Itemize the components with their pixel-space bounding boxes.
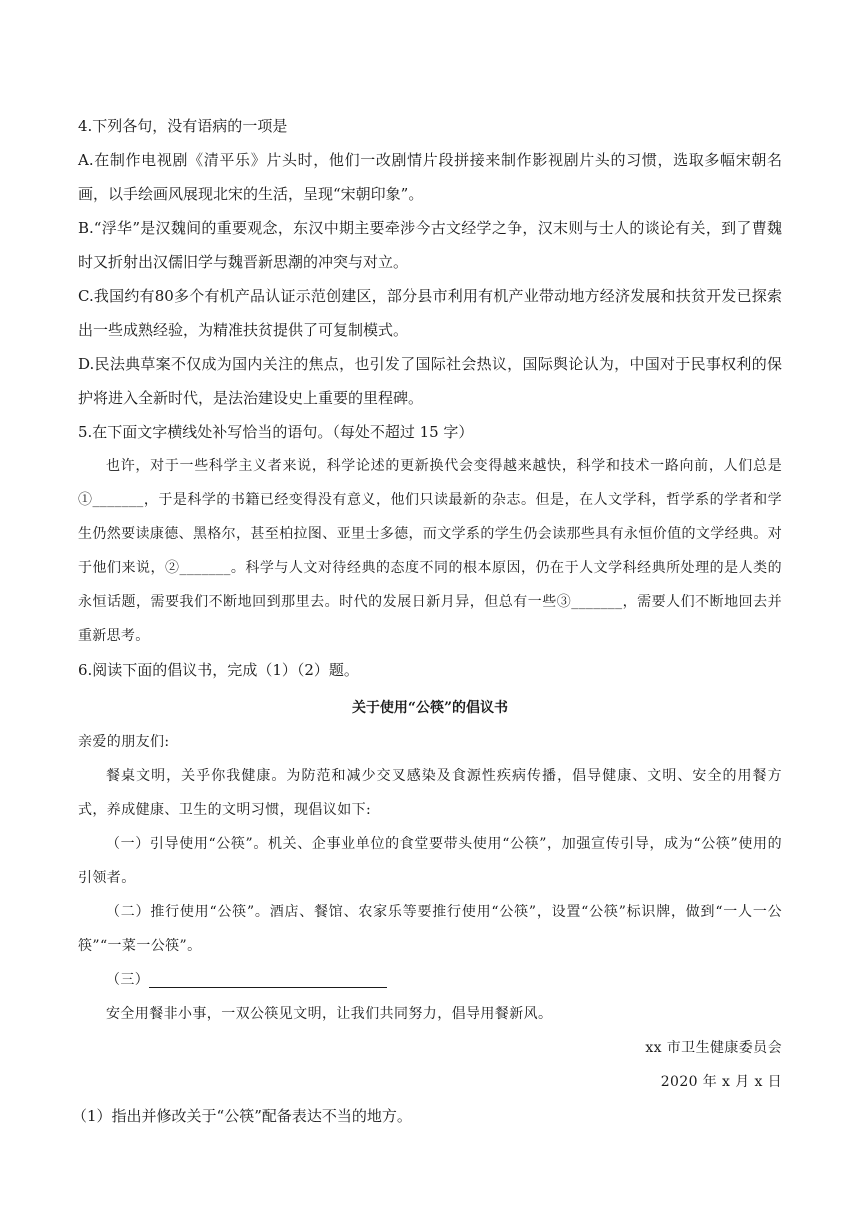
question-4-stem: 4.下列各句，没有语病的一项是 bbox=[78, 117, 288, 135]
sub-question-1: （1）指出并修改关于“公筷”配备表达不当的地方。 bbox=[72, 1107, 412, 1125]
proposal-signature: xx 市卫生健康委员会 bbox=[645, 1040, 782, 1056]
question-6-stem: 6.阅读下面的倡议书，完成（1）（2）题。 bbox=[78, 661, 359, 679]
question-5-passage: 也许，对于一些科学主义者来说，科学论述的更新换代会变得越来越快，科学和技术一路向前，人们总是①_______，于是科学的书籍已经变得没有意义，他们只读最新的杂志。但是，在人文学科，哲学系的学者和学生仍然要读康德、黑格尔，甚至柏拉图、亚里士多德，而文学系的学生仍会读那些具有永恒价值的文学经典。对于他们来说，②_______。科学与人文对待经典的态度不同的根本原因，仍在于人文学科经典所处理的是人类的永恒话题，需要我们不断地回到那里去。时代的发展日新月异，但总有一些③_______，需要人们不断地回去并重新思考。 bbox=[78, 458, 782, 644]
proposal-date: 2020 年 x 月 x 日 bbox=[660, 1074, 782, 1090]
proposal-title: 关于使用“公筷”的倡议书 bbox=[351, 700, 509, 716]
question-5-stem: 5.在下面文字横线处补写恰当的语句。（每处不超过 15 字） bbox=[78, 423, 474, 441]
proposal-greeting: 亲爱的朋友们: bbox=[78, 734, 170, 750]
proposal-intro: 餐桌文明，关乎你我健康。为防范和减少交叉感染及食源性疾病传播，倡导健康、文明、安全的用餐方式，养成健康、卫生的文明习惯，现倡议如下: bbox=[78, 768, 782, 818]
proposal-item-3-label: （三） bbox=[106, 972, 150, 988]
proposal-item-3 bbox=[78, 963, 782, 997]
proposal-item-2: （二）推行使用“公筷”。酒店、餐馆、农家乐等要推行使用“公筷”，设置“公筷”标识牌，做到“一人一公筷”“一菜一公筷”。 bbox=[78, 904, 782, 954]
proposal-item-1: （一）引导使用“公筷”。机关、企事业单位的食堂要带头使用“公筷”，加强宣传引导，成为“公筷”使用的引领者。 bbox=[78, 836, 782, 886]
question-4-option-a: A.在制作电视剧《清平乐》片头时，他们一改剧情片段拼接来制作影视剧片头的习惯，选取多幅宋朝名画，以手绘画风展现北宋的生活，呈现“宋朝印象”。 bbox=[78, 151, 782, 203]
question-4-option-b: B.“浮华”是汉魏间的重要观念，东汉中期主要牵涉今古文经学之争，汉末则与士人的谈论有关，到了曹魏时又折射出汉儒旧学与魏晋新思潮的冲突与对立。 bbox=[78, 219, 782, 271]
question-4-option-c: C.我国约有80多个有机产品认证示范创建区，部分县市利用有机产业带动地方经济发展和扶贫开发已探索出一些成熟经验，为精准扶贫提供了可复制模式。 bbox=[78, 287, 782, 339]
question-4-option-d: D.民法典草案不仅成为国内关注的焦点，也引发了国际社会热议，国际舆论认为，中国对于民事权利的保护将进入全新时代，是法治建设史上重要的里程碑。 bbox=[78, 355, 782, 407]
proposal-closing: 安全用餐非小事，一双公筷见文明，让我们共同努力，倡导用餐新风。 bbox=[106, 1006, 553, 1022]
answer-blank-line bbox=[149, 967, 387, 988]
